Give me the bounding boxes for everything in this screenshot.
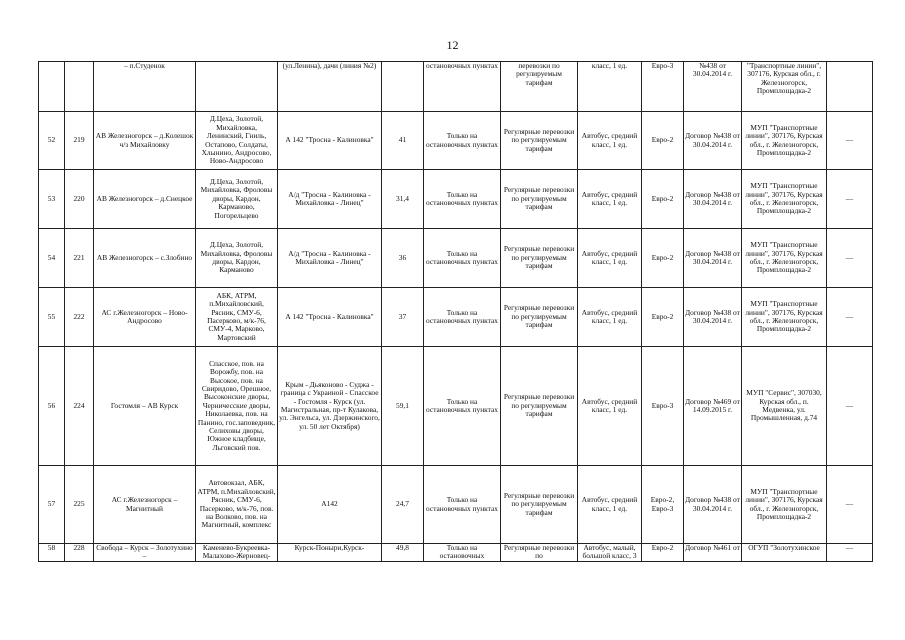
cell-contract: Договор №438 от 30.04.2014 г.: [684, 288, 742, 347]
cell-extra: —: [827, 466, 873, 544]
cell-stops: Каменево-Букреевка-Малахово-Жерновец-: [196, 544, 278, 562]
table-row: [39, 347, 873, 466]
cell-num: 55: [39, 288, 65, 347]
cell-streets: А 142 "Тросна - Калиновка": [278, 112, 382, 170]
table-row: [39, 62, 873, 112]
cell-extra: —: [827, 229, 873, 288]
cell-num: 54: [39, 229, 65, 288]
cell-extra: —: [827, 347, 873, 466]
cell-carrier: МУП "Транспортные линии", 307176, Курская обл., г. Железногорск, Промплощадка-2: [742, 229, 827, 288]
cell-reg: 221: [65, 229, 94, 288]
table-row: [39, 466, 873, 544]
cell-stops: Д.Цеха, Золотой, Михайловка, Ленинский, Гниль, Остапово, Солдаты, Хлынино, Андросово, Ново-Андросово: [196, 112, 278, 170]
cell-stop-order: остановочных пунктах: [424, 62, 501, 112]
cell-eco: Евро-2: [642, 544, 684, 562]
cell-name: АС г.Железногорск – Ново-Андросово: [94, 288, 196, 347]
cell-streets: Курск-Поныри,Курск-: [278, 544, 382, 562]
routes-table-body: [39, 62, 873, 562]
cell-bus: Автобус, средний класс, 1 ед.: [578, 347, 642, 466]
cell-contract: Договор №438 от 30.04.2014 г.: [684, 112, 742, 170]
cell-carrier: МУП "Сервис", 307030, Курская обл., п. Медвенка, ул. Промышленная, д.74: [742, 347, 827, 466]
page-number: 12: [446, 38, 459, 52]
cell-extra: —: [827, 112, 873, 170]
cell-streets: А142: [278, 466, 382, 544]
cell-length: 37: [382, 288, 424, 347]
cell-stops: Д.Цеха, Золотой, Михайловка, Фроловы дворы, Кардон, Карманово, Погорельцево: [196, 170, 278, 229]
cell-streets: А 142 "Тросна - Калиновка": [278, 288, 382, 347]
cell-length: 49,8: [382, 544, 424, 562]
cell-bus: Автобус, средний класс, 1 ед.: [578, 466, 642, 544]
cell-stop-order: Только на остановочных пунктах: [424, 347, 501, 466]
cell-bus: класс, 1 ед.: [578, 62, 642, 112]
cell-bus: Автобус, средний класс, 1 ед.: [578, 112, 642, 170]
cell-name: – п.Студенок: [94, 62, 196, 112]
cell-name: Гостомля – АВ Курск: [94, 347, 196, 466]
cell-reg: 222: [65, 288, 94, 347]
cell-name: АВ Железногорск – с.Злобино: [94, 229, 196, 288]
cell-stops: [196, 62, 278, 112]
cell-num: 53: [39, 170, 65, 229]
cell-reg: 228: [65, 544, 94, 562]
cell-extra: —: [827, 288, 873, 347]
cell-eco: Евро-2: [642, 170, 684, 229]
cell-stop-order: Только на остановочных пунктах: [424, 229, 501, 288]
cell-length: 31,4: [382, 170, 424, 229]
cell-stops: Д.Цеха, Золотой, Михайловка, Фроловы дворы, Кардон, Карманово: [196, 229, 278, 288]
cell-eco: Евро-3: [642, 347, 684, 466]
cell-type: Регулярные перевозки по регулируемым тарифам: [501, 288, 578, 347]
table-row: [39, 229, 873, 288]
cell-contract: Договор №438 от 30.04.2014 г.: [684, 229, 742, 288]
cell-length: 36: [382, 229, 424, 288]
cell-reg: 225: [65, 466, 94, 544]
cell-bus: Автобус, средний класс, 1 ед.: [578, 170, 642, 229]
cell-name: Свобода – Курск – Золотухино –: [94, 544, 196, 562]
cell-length: 59,1: [382, 347, 424, 466]
cell-carrier: ОГУП "Золотухинское: [742, 544, 827, 562]
cell-stop-order: Только на остановочных пунктах: [424, 170, 501, 229]
cell-name: АВ Железногорск – д.Колешок ч/з Михайловку: [94, 112, 196, 170]
cell-length: [382, 62, 424, 112]
cell-stop-order: Только на остановочных пунктах: [424, 112, 501, 170]
cell-extra: [827, 62, 873, 112]
cell-num: [39, 62, 65, 112]
cell-num: 58: [39, 544, 65, 562]
cell-contract: Договор №461 от: [684, 544, 742, 562]
cell-stops: АБК, АТРМ, п.Михайловский, Рясник, СМУ-6, Пасерково, м/к-76, СМУ-4, Марково, Мартовский: [196, 288, 278, 347]
cell-eco: Евро-2: [642, 112, 684, 170]
cell-extra: —: [827, 170, 873, 229]
cell-length: 24,7: [382, 466, 424, 544]
cell-streets: А/д "Тросна - Калиновка - Михайловка - Линец": [278, 229, 382, 288]
cell-num: 52: [39, 112, 65, 170]
cell-carrier: МУП "Транспортные линии", 307176, Курская обл., г. Железногорск, Промплощадка-2: [742, 466, 827, 544]
cell-type: Регулярные перевозки по регулируемым тарифам: [501, 170, 578, 229]
cell-reg: [65, 62, 94, 112]
table-row: [39, 112, 873, 170]
cell-contract: №438 от 30.04.2014 г.: [684, 62, 742, 112]
cell-bus: Автобус, средний класс, 1 ед.: [578, 229, 642, 288]
cell-eco: Евро-2, Евро-3: [642, 466, 684, 544]
cell-eco: Евро-2: [642, 288, 684, 347]
cell-reg: 219: [65, 112, 94, 170]
cell-reg: 220: [65, 170, 94, 229]
cell-reg: 224: [65, 347, 94, 466]
cell-stops: Спасское, пов. на Ворожбу, пов. на Высокое, пов. на Свиридово, Орешное, Высоконские дворы, Черничесские дворы, Николаевка, пов. на Панино, гос.заповедник, Селиховы дворы, Южное кладбище, Льговский пов.: [196, 347, 278, 466]
cell-length: 41: [382, 112, 424, 170]
cell-type: Регулярные перевозки по регулируемым тарифам: [501, 347, 578, 466]
cell-type: Регулярные перевозки по регулируемым тарифам: [501, 229, 578, 288]
cell-stop-order: Только на остановочных: [424, 544, 501, 562]
cell-contract: Договор №469 от 14.09.2015 г.: [684, 347, 742, 466]
cell-type: Регулярные перевозки по: [501, 544, 578, 562]
cell-stop-order: Только на остановочных пунктах: [424, 288, 501, 347]
cell-num: 57: [39, 466, 65, 544]
cell-streets: (ул.Ленина), дачи (линия №2): [278, 62, 382, 112]
cell-bus: Автобус, малый, большой класс, 3: [578, 544, 642, 562]
cell-type: Регулярные перевозки по регулируемым тарифам: [501, 466, 578, 544]
cell-eco: Евро-2: [642, 229, 684, 288]
table-row: [39, 288, 873, 347]
cell-name: АС г.Железногорск – Магнитный: [94, 466, 196, 544]
routes-table: [38, 61, 873, 562]
cell-carrier: МУП "Транспортные линии", 307176, Курская обл., г. Железногорск, Промплощадка-2: [742, 170, 827, 229]
cell-stop-order: Только на остановочных пунктах: [424, 466, 501, 544]
cell-carrier: МУП "Транспортные линии", 307176, Курская обл., г. Железногорск, Промплощадка-2: [742, 288, 827, 347]
cell-name: АВ Железногорск – д.Снецкое: [94, 170, 196, 229]
cell-bus: Автобус, средний класс, 1 ед.: [578, 288, 642, 347]
cell-type: перевозки по регулируемым тарифам: [501, 62, 578, 112]
cell-carrier: МУП "Транспортные линии", 307176, Курская обл., г. Железногорск, Промплощадка-2: [742, 112, 827, 170]
cell-contract: Договор №438 от 30.04.2014 г.: [684, 466, 742, 544]
table-row: [39, 544, 873, 562]
cell-eco: Евро-3: [642, 62, 684, 112]
cell-streets: А/д "Тросна - Калиновка - Михайловка - Линец": [278, 170, 382, 229]
cell-extra: —: [827, 544, 873, 562]
cell-streets: Крым - Дьяконово - Суджа - граница с Украиной - Спасское - Гостомля - Курск (ул. Магистральная, пр-т Кулакова, ул. Энгельса, ул. Дзержинского, ул. 50 лет Октября): [278, 347, 382, 466]
cell-stops: Автовокзал, АБК, АТРМ, п.Михайловский, Рясник, СМУ-6, Пасерково, м/к-76, пов. на Волково, пов. на Магнитный, комплекс: [196, 466, 278, 544]
cell-contract: Договор №438 от 30.04.2014 г.: [684, 170, 742, 229]
cell-num: 56: [39, 347, 65, 466]
table-row: [39, 170, 873, 229]
cell-carrier: "Транспортные линии", 307176, Курская обл., г. Железногорск, Промплощадка-2: [742, 62, 827, 112]
cell-type: Регулярные перевозки по регулируемым тарифам: [501, 112, 578, 170]
